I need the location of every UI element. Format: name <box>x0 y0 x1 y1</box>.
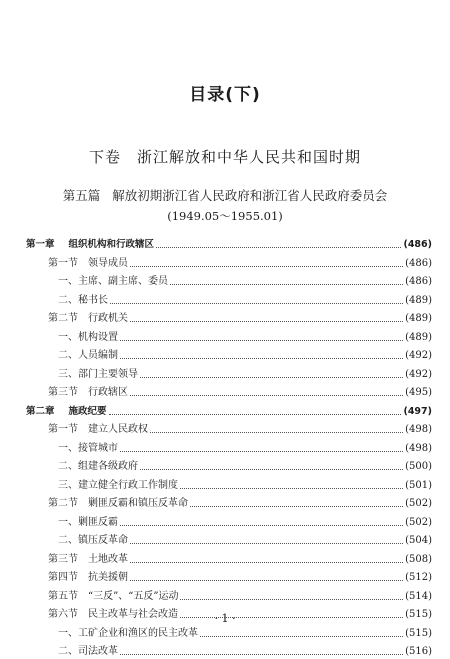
toc-entry-page: (486) <box>403 239 432 250</box>
toc-entry[interactable] <box>26 403 432 419</box>
toc-entry-page: (492) <box>405 368 432 380</box>
toc-entry-title <box>58 442 118 456</box>
part-label: 第五篇 <box>62 188 101 203</box>
toc-entry-title <box>48 257 128 271</box>
toc-entry-title <box>58 368 138 382</box>
leader-dots <box>130 266 403 267</box>
toc-entry[interactable] <box>58 458 432 474</box>
volume-heading <box>0 146 450 167</box>
toc-entry-title <box>26 238 154 252</box>
leader-dots <box>120 358 403 359</box>
toc-entry-text: 组织机构和行政辖区 <box>68 239 155 250</box>
toc-entry-title <box>48 312 128 326</box>
toc-entry[interactable] <box>48 255 432 271</box>
toc-entry-page: (498) <box>405 442 432 454</box>
toc-entry-text: 三、建立健全行政工作制度 <box>58 479 178 491</box>
leader-dots <box>150 432 403 433</box>
toc-entry[interactable] <box>58 273 432 289</box>
leader-dots <box>130 321 403 322</box>
leader-dots <box>156 247 401 248</box>
toc-entry-page: (495) <box>405 387 432 398</box>
toc-entry-title <box>48 553 128 567</box>
toc-entry-page: (514) <box>405 590 432 602</box>
toc-entry-title <box>58 331 118 345</box>
toc-entry-label: 第五节 <box>48 590 78 602</box>
toc-entry-text: 剿匪反霸和镇压反革命 <box>88 498 188 509</box>
toc-entry-title <box>26 405 107 419</box>
leader-dots <box>130 580 403 581</box>
toc-entry[interactable] <box>26 236 432 252</box>
volume-label: 下卷 <box>88 148 121 166</box>
toc-entry-label: 第二章 <box>26 405 55 417</box>
toc-entry-title <box>48 571 128 585</box>
leader-dots <box>180 599 403 600</box>
leader-dots <box>140 377 403 378</box>
toc-entry[interactable] <box>58 643 432 659</box>
toc-entry-title <box>58 516 118 530</box>
toc-entry-page: (497) <box>403 405 432 417</box>
toc-entry-page: (502) <box>405 498 432 509</box>
toc-entry-page: (515) <box>405 609 432 620</box>
toc-entry[interactable] <box>48 495 432 511</box>
toc-entry[interactable] <box>58 292 432 308</box>
toc-entry-label: 第二节 <box>48 313 78 324</box>
toc-entry-title <box>58 460 138 474</box>
toc-entry-text: 施政纪要 <box>68 405 107 417</box>
toc-entry-label: 第一节 <box>48 424 78 435</box>
leader-dots <box>120 654 403 655</box>
toc-entry[interactable] <box>48 588 432 604</box>
toc-entry-label: 第三节 <box>48 387 78 398</box>
toc-entry[interactable] <box>58 347 432 363</box>
leader-dots <box>180 488 403 489</box>
toc-entry[interactable] <box>58 625 432 641</box>
toc-entry-label: 第三节 <box>48 553 78 565</box>
toc-entry-text: 二、组建各级政府 <box>58 461 138 472</box>
part-name: 解放初期浙江省人民政府和浙江省人民政府委员会 <box>112 188 388 203</box>
toc-entry[interactable] <box>48 421 432 437</box>
toc-entry[interactable] <box>58 440 432 456</box>
toc-entry-title <box>58 275 168 289</box>
toc-entry-text: 二、镇压反革命 <box>58 535 128 546</box>
toc-entry-page: (508) <box>405 553 432 565</box>
leader-dots <box>130 543 403 544</box>
toc-entry[interactable] <box>58 477 432 493</box>
toc-entry-label: 第二节 <box>48 498 78 509</box>
toc-entry[interactable] <box>58 329 432 345</box>
toc-entry-text: 一、机构设置 <box>58 331 118 343</box>
toc-entry-title <box>48 497 188 511</box>
leader-dots <box>130 562 403 563</box>
toc-entry-text: 土地改革 <box>88 553 128 565</box>
toc-entry[interactable] <box>58 366 432 382</box>
part-date-range: (1949.05～1955.01) <box>167 209 283 223</box>
toc-entry-text: 一、剿匪反霸 <box>58 516 118 528</box>
toc-entry-text: 行政机关 <box>88 313 128 324</box>
toc-entry[interactable] <box>48 384 432 400</box>
toc-entry-text: “三反”、“五反”运动 <box>88 590 179 602</box>
volume-name: 浙江解放和中华人民共和国时期 <box>137 148 362 166</box>
toc-entry[interactable] <box>48 310 432 326</box>
toc-entry-page: (492) <box>405 350 432 361</box>
toc-entry-label: 第六节 <box>48 609 78 620</box>
toc-entry-title <box>48 590 178 604</box>
toc-entry[interactable] <box>58 514 432 530</box>
toc-entry-label: 第四节 <box>48 572 78 583</box>
toc-entry-title <box>58 294 108 308</box>
toc-entry-title <box>58 479 178 493</box>
toc-entry-text: 二、秘书长 <box>58 294 108 306</box>
toc-entry[interactable] <box>48 551 432 567</box>
leader-dots <box>170 284 403 285</box>
toc-entry-title <box>48 423 148 437</box>
toc-entry-page: (500) <box>405 461 432 472</box>
toc-entry-page: (486) <box>405 257 432 269</box>
toc-entry-page: (498) <box>405 424 432 435</box>
toc-entry-text: 领导成员 <box>88 257 128 269</box>
toc-entry-page: (489) <box>405 294 432 306</box>
toc-entry-page: (515) <box>405 627 432 639</box>
toc-entry[interactable] <box>48 569 432 585</box>
toc-entry-text: 二、人员编制 <box>58 350 118 361</box>
toc-entry-text: 民主改革与社会改造 <box>88 609 178 620</box>
toc-entry-title <box>58 627 198 641</box>
toc-entry-label: 第一节 <box>48 257 78 269</box>
toc-entry-title <box>48 386 128 400</box>
toc-entry-page: (501) <box>405 479 432 491</box>
leader-dots <box>120 340 403 341</box>
toc-entry-title <box>58 645 118 659</box>
leader-dots <box>120 525 403 526</box>
toc-entry-title <box>58 349 118 363</box>
toc-entry-text: 行政辖区 <box>88 387 128 398</box>
toc-entry-text: 一、接管城市 <box>58 442 118 454</box>
leader-dots <box>109 414 402 415</box>
toc-entry-page: (489) <box>405 331 432 343</box>
toc-entry-text: 三、部门主要领导 <box>58 368 138 380</box>
leader-dots <box>200 636 403 637</box>
toc-entry-text: 建立人民政权 <box>88 424 148 435</box>
toc-entry-page: (502) <box>405 516 432 528</box>
leader-dots <box>190 506 403 507</box>
toc-entry-text: 一、主席、副主席、委员 <box>58 276 168 287</box>
leader-dots <box>120 451 403 452</box>
part-heading <box>0 186 450 204</box>
toc-entry-page: (486) <box>405 276 432 287</box>
toc-entry-text: 一、工矿企业和渔区的民主改革 <box>58 627 198 639</box>
leader-dots <box>130 395 403 396</box>
toc-entry-page: (489) <box>405 313 432 324</box>
page-number: · 1 · <box>214 612 236 625</box>
toc-entry-text: 二、司法改革 <box>58 646 118 657</box>
toc-entry-page: (504) <box>405 535 432 546</box>
leader-dots <box>140 469 403 470</box>
toc-entry[interactable] <box>58 532 432 548</box>
toc-entry-page: (516) <box>405 646 432 657</box>
page-title: 目录(下) <box>189 85 261 105</box>
toc-entry-label: 第一章 <box>26 239 55 250</box>
toc-entry-title <box>58 534 128 548</box>
toc-entry-text: 抗美援朝 <box>88 572 128 583</box>
leader-dots <box>110 303 403 304</box>
toc-entry-page: (512) <box>405 572 432 583</box>
